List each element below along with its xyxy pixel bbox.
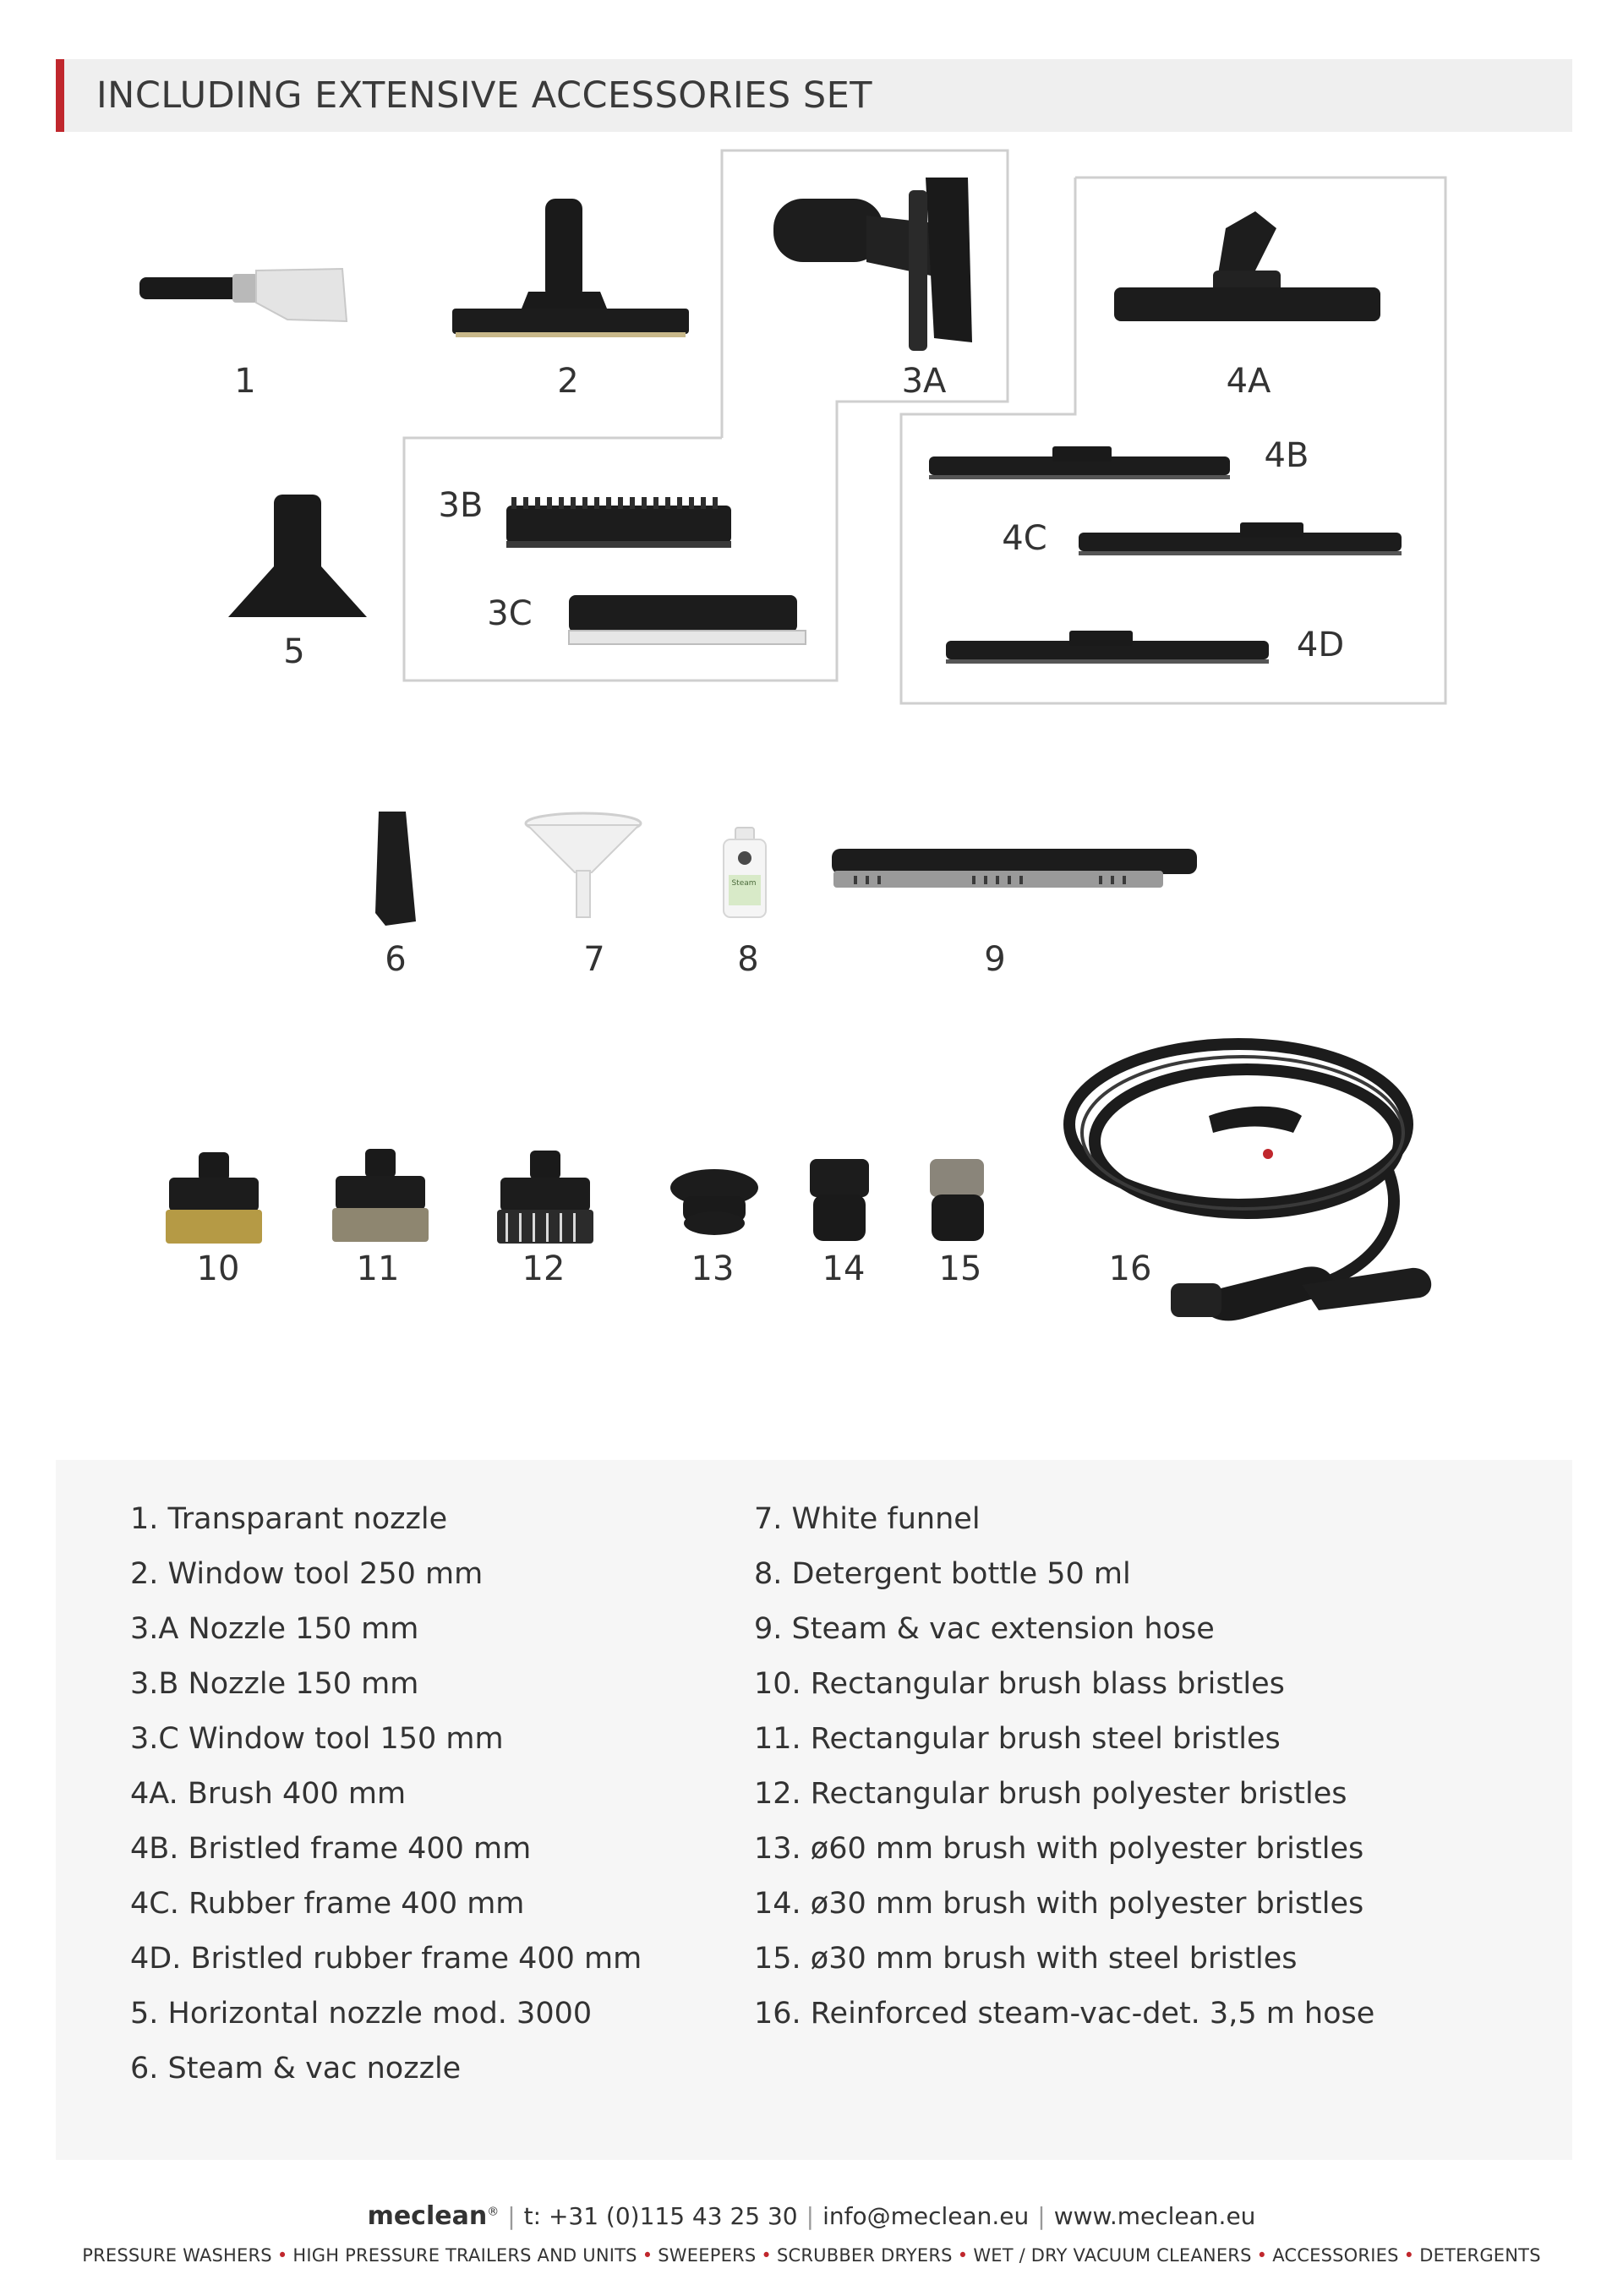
bullet-icon: • xyxy=(761,2245,772,2266)
divider: | xyxy=(1037,2202,1046,2230)
item-1-transparent-nozzle xyxy=(135,262,355,330)
accessories-list-left xyxy=(130,1492,642,2096)
list-item: 11. Rectangular brush steel bristles xyxy=(754,1722,1281,1756)
section-title: INCLUDING EXTENSIVE ACCESSORIES SET xyxy=(96,74,873,117)
item-10-brass-brush xyxy=(159,1145,269,1251)
item-3b-nozzle-brush xyxy=(503,490,735,558)
label-2: 2 xyxy=(557,362,579,401)
divider: | xyxy=(806,2202,815,2230)
label-3a: 3A xyxy=(901,362,947,401)
item-13-round-60-brush xyxy=(666,1162,763,1238)
label-16: 16 xyxy=(1108,1249,1152,1288)
footer-category: SWEEPERS xyxy=(658,2245,757,2266)
list-item: 5. Horizontal nozzle mod. 3000 xyxy=(130,1997,593,2031)
bottle-label-text: Steam xyxy=(731,879,757,888)
item-3a-nozzle-150 xyxy=(765,165,993,364)
list-item: 3.B Nozzle 150 mm xyxy=(130,1667,419,1701)
item-2-window-tool-250 xyxy=(444,194,697,347)
bullet-icon: • xyxy=(642,2245,653,2266)
label-4c: 4C xyxy=(1002,519,1047,558)
label-8: 8 xyxy=(737,940,759,979)
footer-category: PRESSURE WASHERS xyxy=(82,2245,272,2266)
footer-category: ACCESSORIES xyxy=(1272,2245,1399,2266)
item-4a-brush-400 xyxy=(1107,203,1386,330)
item-4b-bristled-frame xyxy=(926,441,1238,484)
label-1: 1 xyxy=(234,362,256,401)
list-item: 4B. Bristled frame 400 mm xyxy=(130,1832,532,1866)
list-item: 13. ø60 mm brush with polyester bristles xyxy=(754,1832,1364,1866)
label-10: 10 xyxy=(196,1249,240,1288)
footer-category: WET / DRY VACUUM CLEANERS xyxy=(973,2245,1252,2266)
item-3c-window-tool-150 xyxy=(562,592,807,655)
label-6: 6 xyxy=(385,940,407,979)
item-8-detergent-bottle xyxy=(719,824,769,921)
footer-contact xyxy=(0,2201,1623,2231)
registered-mark: ® xyxy=(487,2205,500,2219)
footer-email-link[interactable]: info@meclean.eu xyxy=(822,2202,1030,2230)
label-3b: 3B xyxy=(438,486,484,525)
label-11: 11 xyxy=(356,1249,400,1288)
item-16-reinforced-hose xyxy=(1048,1014,1454,1344)
label-15: 15 xyxy=(938,1249,982,1288)
list-item: 12. Rectangular brush polyester bristles xyxy=(754,1777,1347,1811)
footer-categories xyxy=(0,2245,1623,2266)
list-item: 4A. Brush 400 mm xyxy=(130,1777,407,1811)
label-3c: 3C xyxy=(487,594,533,633)
list-item: 1. Transparant nozzle xyxy=(130,1502,448,1536)
item-4d-bristled-rubber-frame xyxy=(943,626,1272,668)
accessories-list-right xyxy=(754,1492,1374,2042)
bullet-icon: • xyxy=(957,2245,969,2266)
label-9: 9 xyxy=(984,940,1006,979)
label-14: 14 xyxy=(822,1249,866,1288)
bullet-icon: • xyxy=(1256,2245,1268,2266)
footer-website-link[interactable]: www.meclean.eu xyxy=(1053,2202,1256,2230)
label-13: 13 xyxy=(691,1249,735,1288)
list-item: 3.A Nozzle 150 mm xyxy=(130,1612,419,1646)
bullet-icon: • xyxy=(276,2245,288,2266)
item-6-steam-vac-nozzle xyxy=(372,803,423,930)
label-4a: 4A xyxy=(1226,362,1271,401)
label-4d: 4D xyxy=(1296,626,1345,664)
list-item: 16. Reinforced steam-vac-det. 3,5 m hose xyxy=(754,1997,1375,2031)
footer-category: HIGH PRESSURE TRAILERS AND UNITS xyxy=(292,2245,637,2266)
list-item: 10. Rectangular brush blass bristles xyxy=(754,1667,1285,1701)
label-7: 7 xyxy=(583,940,605,979)
item-11-steel-brush xyxy=(325,1145,435,1251)
item-5-horizontal-nozzle xyxy=(221,490,374,626)
item-14-round-30-brush xyxy=(803,1154,875,1247)
list-item: 8. Detergent bottle 50 ml xyxy=(754,1557,1131,1591)
list-item: 14. ø30 mm brush with polyester bristles xyxy=(754,1887,1364,1921)
item-12-polyester-brush xyxy=(490,1145,600,1251)
group-frame-3 xyxy=(0,0,1623,845)
list-item: 4D. Bristled rubber frame 400 mm xyxy=(130,1942,642,1976)
list-item: 9. Steam & vac extension hose xyxy=(754,1612,1215,1646)
item-9-extension-hose xyxy=(828,845,1200,896)
list-item: 6. Steam & vac nozzle xyxy=(130,2052,462,2086)
list-item: 3.C Window tool 150 mm xyxy=(130,1722,504,1756)
brand-logo: meclean xyxy=(367,2201,488,2231)
label-5: 5 xyxy=(283,632,305,671)
label-12: 12 xyxy=(522,1249,566,1288)
footer-category: DETERGENTS xyxy=(1419,2245,1541,2266)
list-item: 7. White funnel xyxy=(754,1502,981,1536)
footer-category: SCRUBBER DRYERS xyxy=(776,2245,953,2266)
list-item: 15. ø30 mm brush with steel bristles xyxy=(754,1942,1298,1976)
divider: | xyxy=(507,2202,516,2230)
footer-phone: t: +31 (0)115 43 25 30 xyxy=(523,2202,798,2230)
item-7-white-funnel xyxy=(522,812,645,921)
bullet-icon: • xyxy=(1403,2245,1415,2266)
list-item: 2. Window tool 250 mm xyxy=(130,1557,484,1591)
list-item: 4C. Rubber frame 400 mm xyxy=(130,1887,525,1921)
item-15-round-30-steel-brush xyxy=(921,1154,993,1247)
item-4c-rubber-frame xyxy=(1075,517,1405,560)
accessories-list-panel xyxy=(56,1460,1572,2160)
label-4b: 4B xyxy=(1264,436,1309,475)
